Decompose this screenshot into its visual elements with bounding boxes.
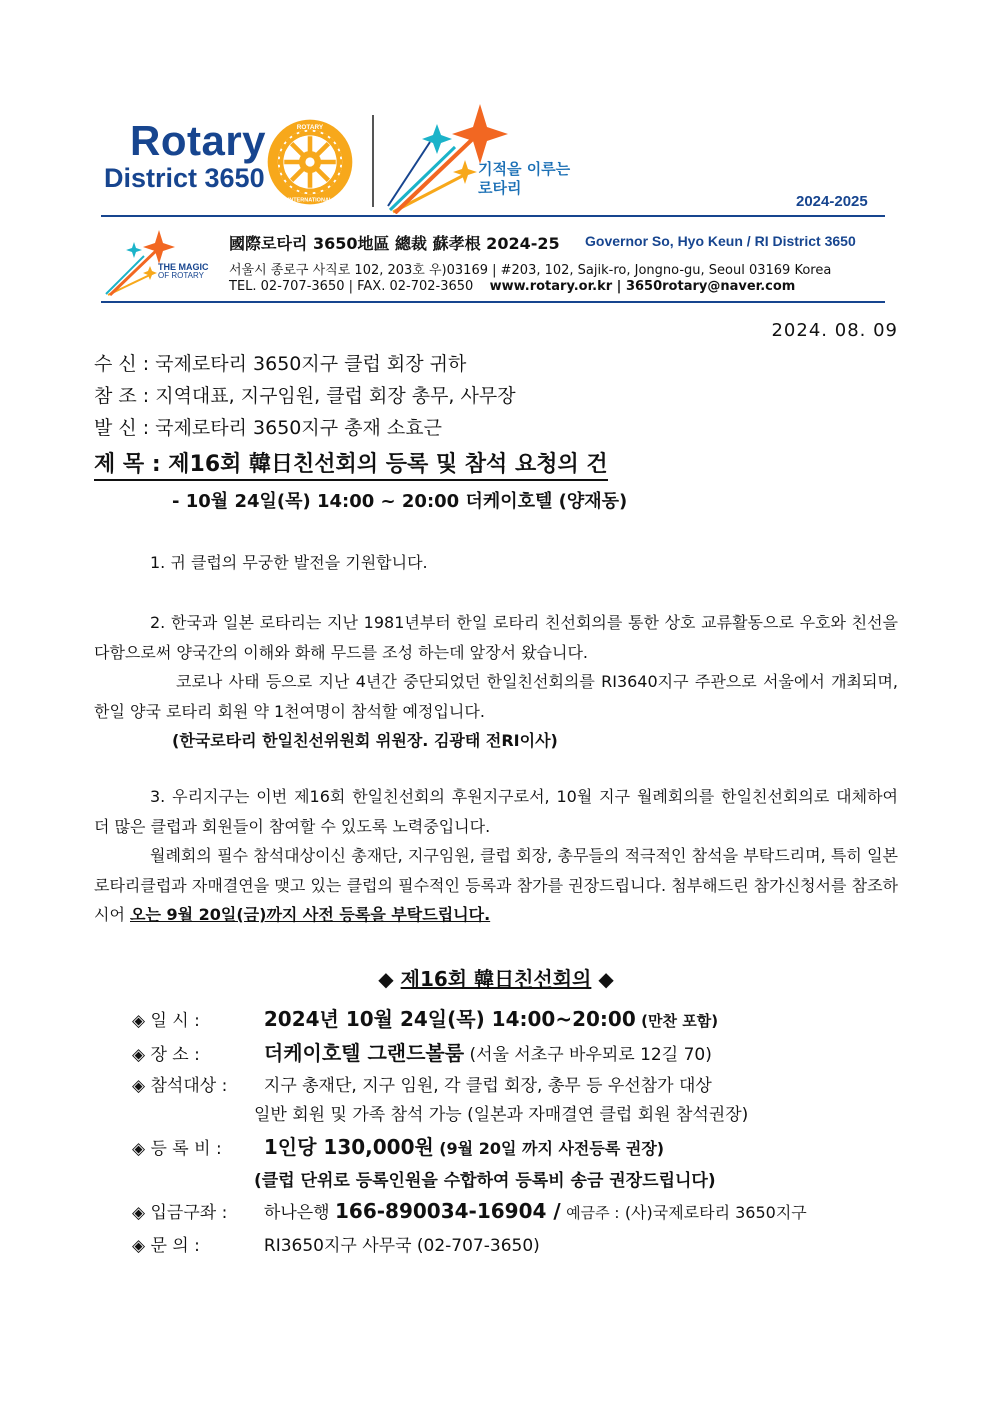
row-key: 입금구좌 : <box>150 1203 228 1223</box>
venue-name: 더케이호텔 그랜드볼룸 <box>263 1041 465 1065</box>
logo-rotary-text: Rotary <box>130 117 267 164</box>
paragraph-3 <box>94 782 898 930</box>
magic-slogan-ko <box>478 160 570 198</box>
slogan-line-1: 기적을 이루는 <box>478 160 571 178</box>
row-key: 문 의 : <box>150 1236 200 1256</box>
venue-address: (서울 서초구 바우뫼로 12길 70) <box>469 1045 712 1065</box>
row-key: 참석대상 : <box>150 1076 228 1096</box>
reference: 참 조 : 지역대표, 지구임원, 클럽 회장 총무, 사무장 <box>94 385 516 407</box>
event-title-text: 제16회 韓日친선회의 <box>400 967 592 991</box>
event-title <box>0 963 992 992</box>
bank-name: 하나은행 <box>263 1203 330 1223</box>
subject-subline: - 10월 24일(목) 14:00 ~ 20:00 더케이호텔 (양재동) <box>172 491 628 512</box>
paragraph-2b-text: 코로나 사태 등으로 지난 4년간 중단되었던 한일친선회의를 RI3640지구 주관으로 서울에서 개최되며, 한일 양국 로타리 회원 약 1천여명이 참석할 예정입니다. <box>94 672 898 721</box>
row-key: 등 록 비 : <box>150 1139 222 1159</box>
bullet-icon: ◈ <box>132 1011 146 1031</box>
bullet-icon: ◈ <box>132 1076 146 1096</box>
rotary-wheel-icon <box>264 116 356 208</box>
event-row-account <box>132 1198 807 1223</box>
magic-en-line-2: OF ROTARY <box>158 271 204 281</box>
row-key: 장 소 : <box>150 1045 200 1065</box>
bullet-icon: ◈ <box>132 1045 146 1065</box>
slogan-line-2: 로타리 <box>478 178 522 197</box>
diamond-icon: ◆ <box>378 967 394 991</box>
account-holder: (사)국제로타리 3650지구 <box>624 1203 807 1222</box>
header-top-rule <box>101 215 885 217</box>
early-registration-note: (9월 20일 까지 사전등록 권장) <box>439 1139 665 1158</box>
row-key: 일 시 : <box>150 1011 200 1031</box>
paragraph-2 <box>94 608 898 756</box>
bullet-icon: ◈ <box>132 1203 146 1223</box>
event-row-contact <box>132 1231 540 1256</box>
paragraph-1-text: 1. 귀 클럽의 무궁한 발전을 기원합니다. <box>150 553 428 572</box>
event-row-fee <box>132 1131 664 1160</box>
logo-district-text: District 3650 <box>104 163 265 193</box>
diamond-icon: ◆ <box>598 967 614 991</box>
dinner-note: (만찬 포함) <box>641 1012 719 1030</box>
paragraph-3b-text: 월례회의 필수 참석대상이신 총재단, 지구임원, 클럽 회장, 총무들의 적극적인 참석을 부탁드리며, 특히 일본 로타리클럽과 자매결연을 맺고 있는 클럽의 필수적인 등록과 참가를 권장드립니다. 첨부해드린 참가신청서를 참조하시어 <box>94 846 898 924</box>
magic-en-line-1: THE MAGIC <box>158 262 209 272</box>
web-email[interactable]: www.rotary.or.kr | 3650rotary@naver.com <box>489 279 796 294</box>
event-row-datetime <box>132 1003 718 1032</box>
governor-english: Governor So, Hyo Keun / RI District 3650 <box>585 233 856 249</box>
fee-remittance-note: (클럽 단위로 등록인원을 수합하여 등록비 송금 권장드립니다) <box>254 1171 716 1191</box>
header-bottom-rule <box>101 301 885 303</box>
rotary-year: 2024-2025 <box>796 193 868 210</box>
event-row-venue <box>132 1037 712 1066</box>
bullet-icon: ◈ <box>132 1139 146 1159</box>
recipient: 수 신 : 국제로타리 3650지구 클럽 회장 귀하 <box>94 353 467 375</box>
header-vertical-divider <box>372 115 374 207</box>
district-governor-line: 國際로타리 3650地區 總裁 蘇孝根 2024-25 <box>229 234 560 253</box>
magic-of-rotary-text <box>158 263 209 281</box>
bullet-icon: ◈ <box>132 1236 146 1256</box>
tel-fax: TEL. 02-707-3650 | FAX. 02-702-3650 <box>229 279 474 294</box>
event-row-attendees <box>132 1071 712 1096</box>
address-line: 서울시 종로구 사직로 102, 203호 우)03169 | #203, 102, Sajik-ro, Jongno-gu, Seoul 03169 Korea <box>229 263 832 278</box>
contact-line <box>229 279 795 294</box>
priority-attendees: 지구 총재단, 지구 임원, 각 클럽 회장, 총무 등 우선참가 대상 <box>263 1076 712 1096</box>
paragraph-2-text: 2. 한국과 일본 로타리는 지난 1981년부터 한일 로타리 친선회의를 통한 상호 교류활동으로 우호와 친선을 다함으로써 양국간의 이해와 화해 무드를 조성 하는데 앞장서 왔습니다. <box>94 613 898 662</box>
subject-title: 제 목 : 제16회 韓日친선회의 등록 및 참석 요청의 건 <box>94 447 608 481</box>
svg-text:INTERNATIONAL: INTERNATIONAL <box>287 197 333 204</box>
registration-deadline: 오는 9월 20일(금)까지 사전 등록을 부탁드립니다. <box>130 905 491 924</box>
account-holder-label: 예금주 : <box>566 1204 620 1222</box>
document-date: 2024. 08. 09 <box>771 320 898 341</box>
general-attendees: 일반 회원 및 가족 참석 가능 (일본과 자매결연 클럽 회원 참석권장) <box>254 1105 749 1125</box>
account-number: 166-890034-16904 / <box>335 1199 561 1223</box>
contact-office: RI3650지구 사무국 (02-707-3650) <box>263 1236 540 1256</box>
paragraph-1 <box>94 548 898 578</box>
registration-fee: 1인당 130,000원 <box>263 1135 434 1159</box>
paragraph-3-text: 3. 우리지구는 이번 제16회 한일친선회의 후원지구로서, 10월 지구 월례회의를 한일친선회의로 대체하여 더 많은 클럽과 회원들이 참여할 수 있도록 노력중입니다. <box>94 787 898 836</box>
svg-text:ROTARY: ROTARY <box>296 123 324 131</box>
event-datetime: 2024년 10월 24일(목) 14:00~20:00 <box>263 1007 636 1031</box>
committee-chair-note: (한국로타리 한일친선위원회 위원장. 김광태 전RI이사) <box>172 731 558 750</box>
sender: 발 신 : 국제로타리 3650지구 총재 소효근 <box>94 417 442 439</box>
